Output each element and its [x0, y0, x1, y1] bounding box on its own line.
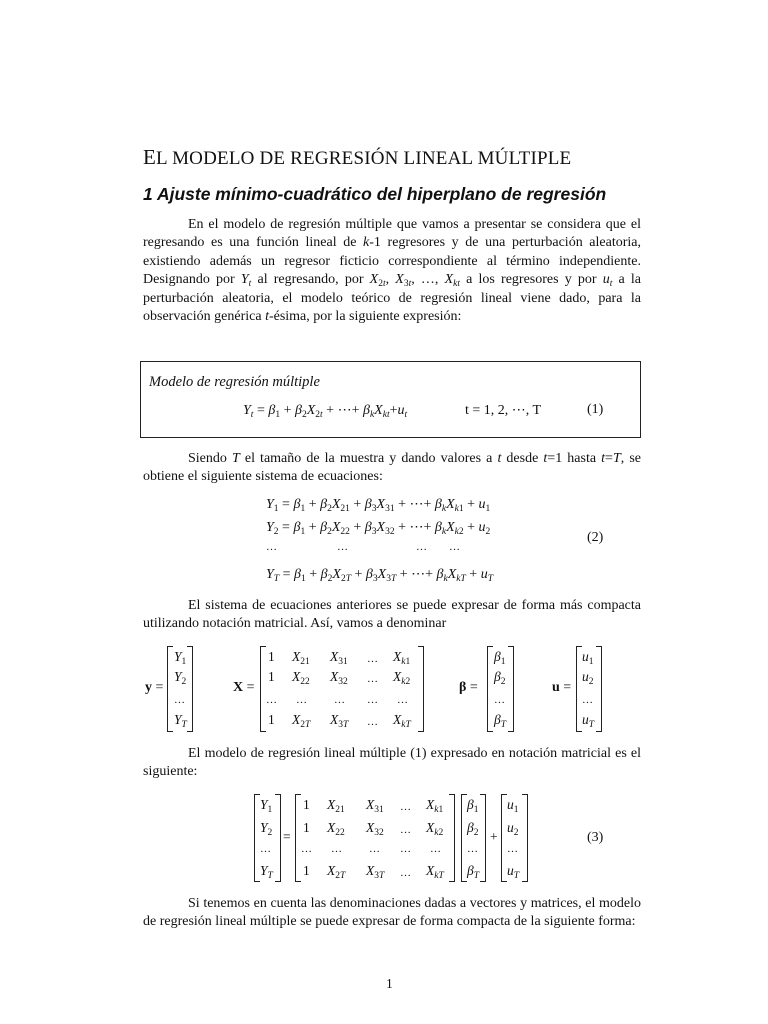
page-number: 1: [386, 976, 393, 991]
vector-beta-label: β =: [459, 680, 478, 695]
matrix-eq-u-cell: $u_2$: [507, 820, 519, 838]
matrix-X-left-bracket: [260, 646, 266, 732]
matrix-eq-y-cell: $Y_T$: [260, 863, 273, 881]
matrix-X-cell: 1: [268, 649, 275, 664]
model-equation: $Y_t = \beta_1 + \beta_2X_{2t}$ + ⋯+ $\beta_kX_{kt}+u_t$: [243, 403, 408, 420]
matrix-X-cell: $X_{kT}$: [393, 712, 411, 730]
matrix-X-right-bracket: [418, 646, 424, 732]
matrix-eq-X-cell: 1: [303, 797, 310, 812]
vector-y-cell: $Y_2$: [174, 669, 187, 687]
vector-beta-right-bracket: [508, 646, 514, 732]
matrix-eq-plus: +: [490, 829, 498, 844]
matrix-X-cell: $X_{k1}$: [393, 649, 411, 667]
matrix-X-cell: $X_{22}$: [292, 669, 310, 687]
vector-y-label: y =: [145, 680, 164, 695]
system-equation-2: $Y_2 = \beta_1 + \beta_2X_{22} + \beta_3X_{32}$ + ⋯+ $\beta_kX_{k2} + u_2$: [266, 520, 491, 537]
model-definition-box: [140, 361, 641, 438]
matrix-X-cell: 1: [268, 669, 275, 684]
matrix-X-cell: …: [266, 694, 277, 706]
matrix-eq-X-cell: $X_{2T}$: [327, 863, 346, 881]
matrix-eq-u-cell: $u_1$: [507, 797, 519, 815]
matrix-eq-X-cell: …: [400, 824, 411, 836]
matrix-eq-X-cell: $X_{k1}$: [426, 797, 444, 815]
matrix-eq-beta-cell: $\beta_1$: [467, 797, 479, 815]
vector-beta-cell: $\beta_1$: [494, 649, 506, 667]
vector-beta-cell: …: [494, 694, 505, 706]
matrix-eq-y-cell: $Y_2$: [260, 820, 273, 838]
paragraph-matrix-intro: El sistema de ecuaciones anteriores se puede expresar de forma más compacta utilizando notación matricial. Así, vamos a denominar: [143, 598, 641, 632]
matrix-eq-X-cell: …: [400, 801, 411, 813]
matrix-X-cell: …: [367, 716, 378, 728]
matrix-eq-X-left-bracket: [295, 794, 301, 882]
matrix-eq-y-cell: …: [260, 843, 271, 855]
matrix-eq-X-cell: $X_{22}$: [327, 820, 345, 838]
matrix-X-cell: …: [296, 694, 307, 706]
system-equation-T: $Y_T = \beta_1 + \beta_2X_{2T} + \beta_3X_{3T}$ + ⋯+ $\beta_kX_{kT} + u_T$: [266, 567, 493, 584]
vector-y-cell: …: [174, 694, 185, 706]
matrix-eq-y-right-bracket: [275, 794, 281, 882]
vector-beta-cell: $\beta_T$: [494, 712, 507, 730]
paragraph-sample: Siendo T el tamaño de la muestra y dando valores a t desde t=1 hasta t=T, se obtiene el siguiente sistema de ecuaciones:: [143, 451, 641, 485]
vector-y-cell: $Y_1$: [174, 649, 187, 667]
vector-u-cell: …: [582, 694, 593, 706]
matrix-X-cell: …: [367, 653, 378, 665]
matrix-eq-u-cell: $u_T$: [507, 863, 520, 881]
matrix-eq-beta-cell: $\beta_2$: [467, 820, 479, 838]
vector-beta-left-bracket: [487, 646, 493, 732]
matrix-eq-X-cell: 1: [303, 820, 310, 835]
vector-u-cell: $u_1$: [582, 649, 594, 667]
matrix-X-cell: …: [367, 673, 378, 685]
paragraph-intro: En el modelo de regresión múltiple que vamos a presentar se considera que el regresando es una función lineal de k-1 regresores y de una perturbación aleatoria, existiendo además un regresor ficticio correspondiente al término independiente. Designando por $Y_t$ al regresando, por $X_{2t}$, $X_{3t}$, …, $X_{kt}$ a los regresores y por $u_t$ a la perturbación aleatoria, el modelo teórico de regresión lineal viene dado, para la observación genérica t-ésima, por la siguiente expresión:: [143, 217, 642, 325]
vector-u-right-bracket: [596, 646, 602, 732]
matrix-eq-beta-cell: …: [467, 843, 478, 855]
matrix-eq-X-cell: $X_{kT}$: [426, 863, 444, 881]
matrix-eq-u-cell: …: [507, 843, 518, 855]
paragraph-compact: Si tenemos en cuenta las denominaciones dadas a vectores y matrices, el modelo de regresión lineal múltiple se puede expresar de forma compacta de la siguiente forma:: [143, 896, 641, 930]
matrix-eq-X-cell: $X_{3T}$: [366, 863, 385, 881]
vector-u-cell: $u_T$: [582, 712, 595, 730]
matrix-eq-X-cell: …: [369, 843, 380, 855]
matrix-eq-X-cell: …: [301, 843, 312, 855]
matrix-X-cell: $X_{3T}$: [330, 712, 349, 730]
matrix-X-cell: $X_{31}$: [330, 649, 348, 667]
vector-u-cell: $u_2$: [582, 669, 594, 687]
matrix-X-cell: …: [397, 694, 408, 706]
matrix-X-cell: $X_{k2}$: [393, 669, 411, 687]
matrix-eq-equals: =: [283, 829, 291, 844]
matrix-X-cell: $X_{32}$: [330, 669, 348, 687]
matrix-X-label: X =: [233, 680, 255, 695]
matrix-eq-beta-right-bracket: [480, 794, 486, 882]
vector-beta-cell: $\beta_2$: [494, 669, 506, 687]
matrix-eq-X-cell: …: [331, 843, 342, 855]
system-ellipsis-row: … … … …: [266, 541, 460, 553]
matrix-eq-X-cell: $X_{32}$: [366, 820, 384, 838]
matrix-X-cell: $X_{2T}$: [292, 712, 311, 730]
matrix-X-cell: …: [367, 694, 378, 706]
equation-number-3: (3): [587, 830, 604, 845]
equation-number-1: (1): [587, 402, 604, 417]
section-heading: 1 Ajuste mínimo-cuadrático del hiperplano de regresión: [143, 184, 607, 204]
vector-u-label: u =: [552, 680, 572, 695]
matrix-eq-y-cell: $Y_1$: [260, 797, 273, 815]
system-equation-1: $Y_1 = \beta_1 + \beta_2X_{21} + \beta_3X_{31}$ + ⋯+ $\beta_kX_{k1} + u_1$: [266, 497, 491, 514]
matrix-eq-X-cell: …: [400, 867, 411, 879]
matrix-eq-X-cell: $X_{21}$: [327, 797, 345, 815]
matrix-eq-beta-cell: $\beta_T$: [467, 863, 480, 881]
matrix-eq-X-cell: $X_{31}$: [366, 797, 384, 815]
matrix-X-cell: 1: [268, 712, 275, 727]
matrix-eq-X-cell: $X_{k2}$: [426, 820, 444, 838]
paragraph-matrix-form: El modelo de regresión lineal múltiple (1) expresado en notación matricial es el siguiente:: [143, 746, 641, 780]
matrix-eq-X-cell: …: [430, 843, 441, 855]
vector-y-cell: $Y_T$: [174, 712, 187, 730]
matrix-eq-X-right-bracket: [449, 794, 455, 882]
vector-y-right-bracket: [187, 646, 193, 732]
document-title: EL MODELO DE REGRESIÓN LINEAL MÚLTIPLE: [143, 145, 572, 169]
equation-number-2: (2): [587, 530, 604, 545]
vector-y-left-bracket: [167, 646, 173, 732]
box-label: Modelo de regresión múltiple: [149, 374, 320, 390]
observation-range: t = 1, 2, ⋯, T: [465, 403, 542, 418]
matrix-eq-X-cell: …: [400, 843, 411, 855]
matrix-X-cell: $X_{21}$: [292, 649, 310, 667]
matrix-eq-X-cell: 1: [303, 863, 310, 878]
matrix-X-cell: …: [334, 694, 345, 706]
matrix-eq-u-right-bracket: [522, 794, 528, 882]
